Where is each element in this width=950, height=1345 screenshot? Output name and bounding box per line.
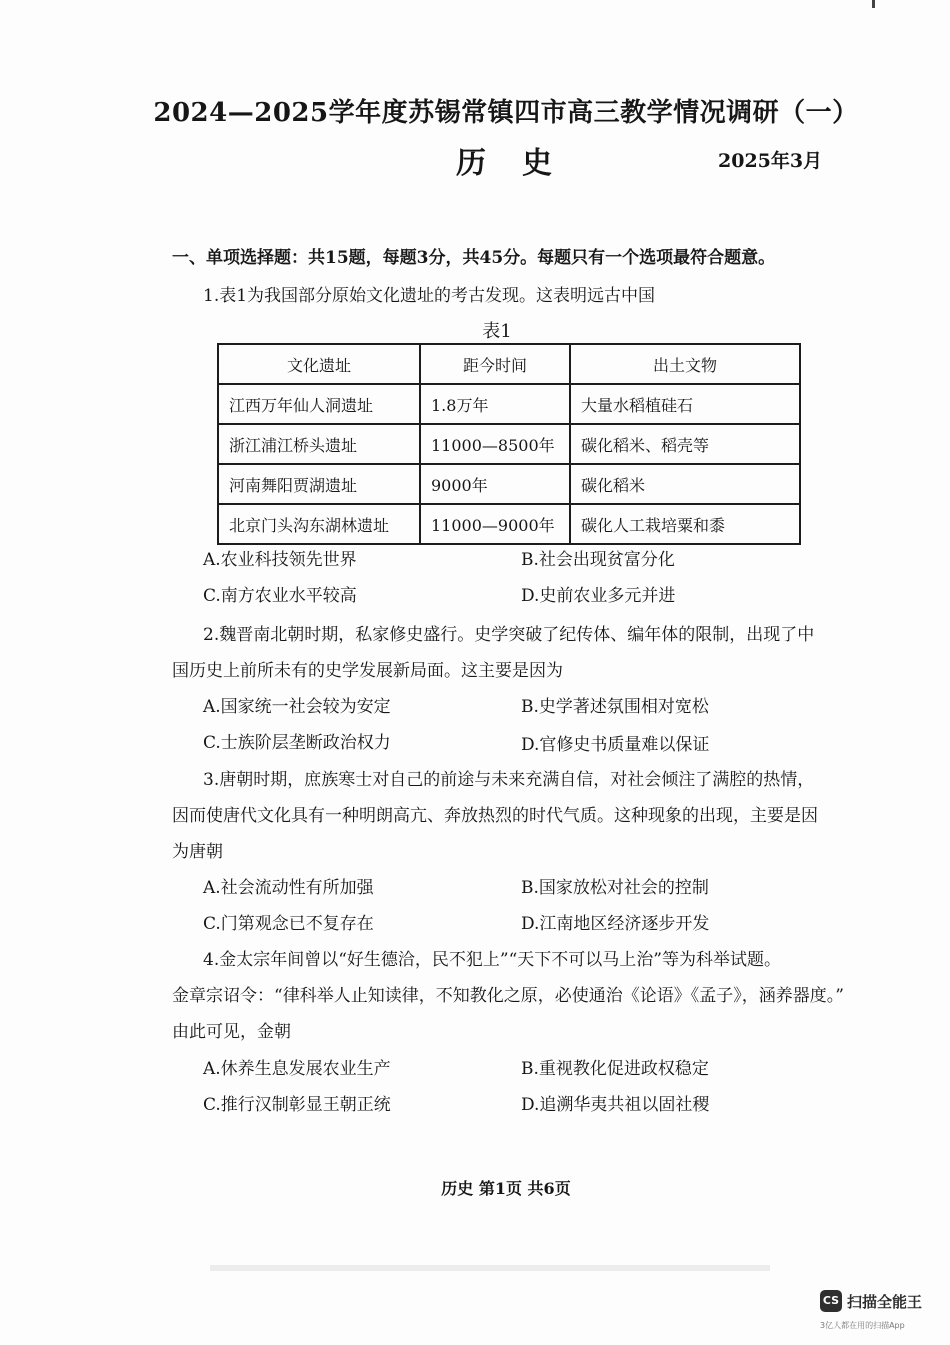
scanner-watermark — [820, 1290, 932, 1340]
question-1-option-c: C.南方农业水平较高 — [203, 586, 357, 606]
table-header-row — [218, 344, 800, 384]
question-2-option-a: A.国家统一社会较为安定 — [203, 697, 391, 717]
scan-smudge — [210, 1265, 770, 1271]
scan-edge-mark — [872, 0, 875, 8]
question-4-option-d: D.追溯华夷共祖以固社稷 — [521, 1095, 710, 1115]
exam-title: 2024—2025学年度苏锡常镇四市高三教学情况调研（一） — [153, 98, 859, 128]
question-4-text-line: 4.金太宗年间曾以“好生德洽，民不犯上”“天下不可以马上治”等为科举试题。 — [203, 950, 781, 970]
table-row — [218, 464, 800, 504]
table-cell: 江西万年仙人洞遗址 — [218, 384, 420, 424]
watermark-tagline: 3亿人都在用的扫描App — [820, 1321, 905, 1330]
table-cell: 11000—8500年 — [420, 424, 570, 464]
question-1-option-b: B.社会出现贫富分化 — [521, 550, 675, 570]
watermark-app-name: 扫描全能王 — [847, 1293, 923, 1311]
table-cell: 北京门头沟东湖林遗址 — [218, 504, 420, 544]
table-cell: 碳化稻米、稻壳等 — [570, 424, 800, 464]
exam-subject: 历史 — [456, 146, 588, 181]
table-header-cell: 距今时间 — [420, 344, 570, 384]
table-row — [218, 424, 800, 464]
question-2-text-line: 2.魏晋南北朝时期，私家修史盛行。史学突破了纪传体、编年体的限制，出现了中 — [203, 625, 815, 645]
question-3-text-line: 因而使唐代文化具有一种明朗高亢、奔放热烈的时代气质。这种现象的出现，主要是因 — [172, 806, 818, 826]
table-header-cell: 出土文物 — [570, 344, 800, 384]
table-row — [218, 504, 800, 544]
question-4-option-c: C.推行汉制彰显王朝正统 — [203, 1095, 391, 1115]
table-cell: 大量水稻植硅石 — [570, 384, 800, 424]
question-4-option-b: B.重视教化促进政权稳定 — [521, 1059, 709, 1079]
table-cell: 浙江浦江桥头遗址 — [218, 424, 420, 464]
table-cell: 河南舞阳贾湖遗址 — [218, 464, 420, 504]
question-4-text-line: 由此可见，金朝 — [172, 1022, 291, 1042]
question-2-option-d: D.官修史书质量难以保证 — [521, 735, 710, 755]
archaeology-table — [217, 343, 801, 545]
table-cell: 1.8万年 — [420, 384, 570, 424]
question-3-option-b: B.国家放松对社会的控制 — [521, 878, 709, 898]
exam-date: 2025年3月 — [718, 150, 823, 172]
question-2-text-line: 国历史上前所未有的史学发展新局面。这主要是因为 — [172, 661, 563, 681]
question-1-option-d: D.史前农业多元并进 — [521, 586, 676, 606]
question-3-text-line: 3.唐朝时期，庶族寒士对自己的前途与未来充满自信，对社会倾注了满腔的热情， — [203, 770, 815, 790]
page-footer: 历史 第1页 共6页 — [441, 1179, 571, 1198]
question-4-option-a: A.休养生息发展农业生产 — [203, 1059, 391, 1079]
table-cell: 碳化稻米 — [570, 464, 800, 504]
question-3-option-c: C.门第观念已不复存在 — [203, 914, 374, 934]
question-1-option-a: A.农业科技领先世界 — [203, 550, 357, 570]
question-3-option-d: D.江南地区经济逐步开发 — [521, 914, 710, 934]
table-cell: 9000年 — [420, 464, 570, 504]
camscanner-logo-icon: CS — [820, 1290, 842, 1312]
question-4-text-line: 金章宗诏令：“律科举人止知读律，不知教化之原，必使通治《论语》《孟子》，涵养器度。” — [172, 986, 844, 1006]
question-1-text: 1.表1为我国部分原始文化遗址的考古发现。这表明远古中国 — [203, 286, 656, 306]
question-3-option-a: A.社会流动性有所加强 — [203, 878, 374, 898]
table-header-cell: 文化遗址 — [218, 344, 420, 384]
question-2-option-c: C.士族阶层垄断政治权力 — [203, 733, 391, 753]
table-cell: 11000—9000年 — [420, 504, 570, 544]
table-row — [218, 384, 800, 424]
table-cell: 碳化人工栽培粟和黍 — [570, 504, 800, 544]
question-2-option-b: B.史学著述氛围相对宽松 — [521, 697, 709, 717]
section-heading: 一、单项选择题：共15题，每题3分，共45分。每题只有一个选项最符合题意。 — [172, 248, 776, 268]
question-3-text-line: 为唐朝 — [172, 842, 223, 862]
table-caption: 表1 — [482, 321, 512, 342]
